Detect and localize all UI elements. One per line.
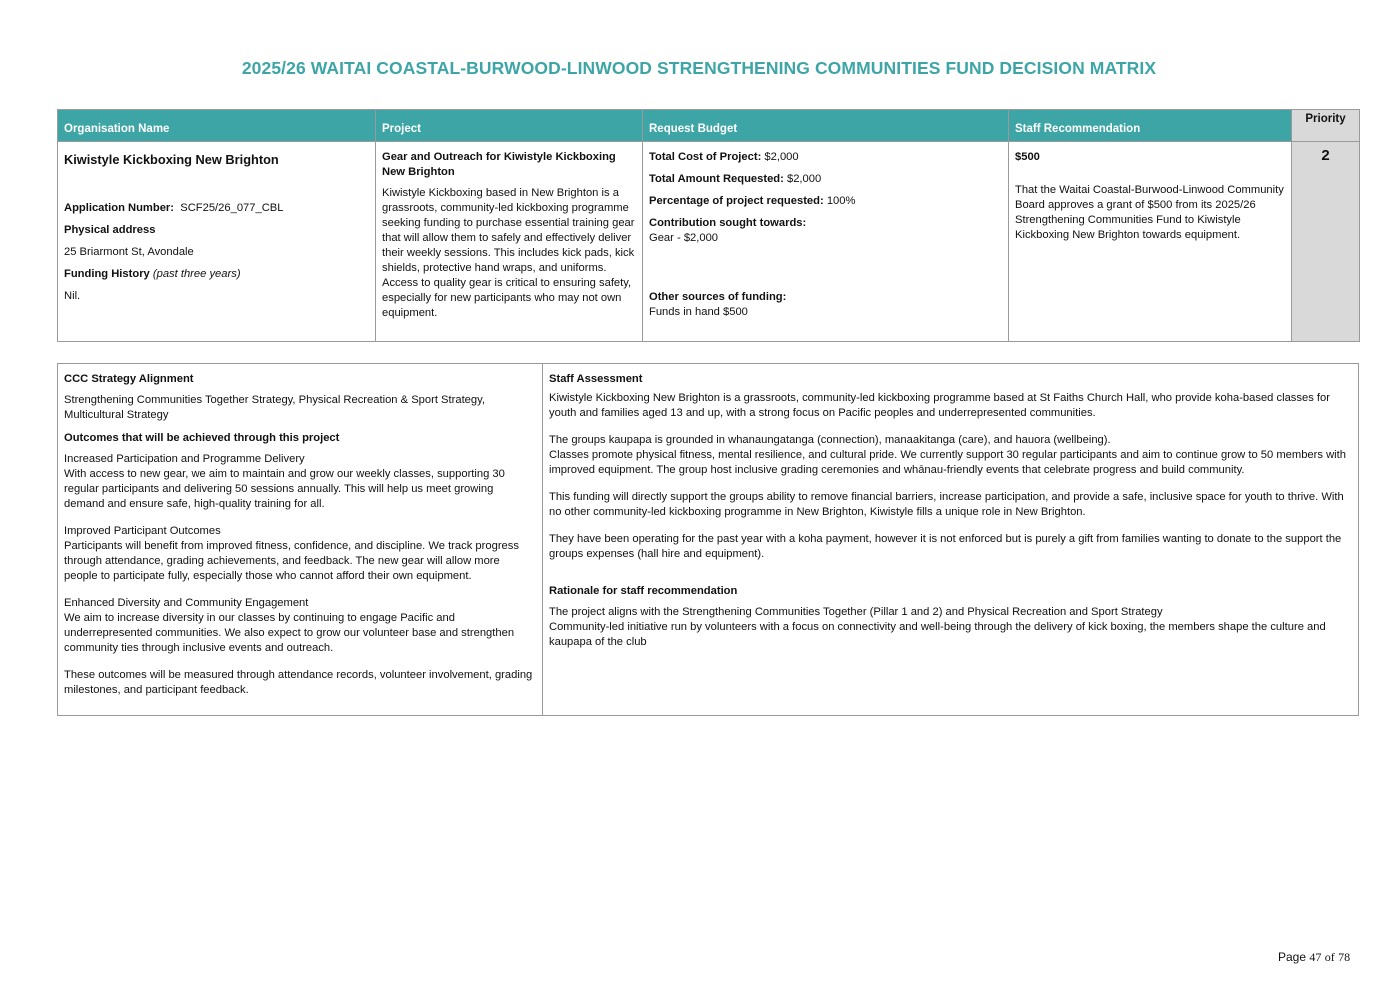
organisation-name: Kiwistyle Kickboxing New Brighton bbox=[64, 152, 279, 167]
page-title: 2025/26 WAITAI COASTAL-BURWOOD-LINWOOD STRENGTHENING COMMUNITIES FUND DECISION MATRIX bbox=[241, 58, 1157, 78]
priority-value: 2 bbox=[1321, 147, 1330, 164]
other-funding-label: Other sources of funding: bbox=[649, 291, 787, 303]
contribution-label: Contribution sought towards: bbox=[649, 217, 807, 229]
project-title: Gear and Outreach for Kiwistyle Kickboxing New Brighton bbox=[382, 151, 616, 178]
table-header-row bbox=[58, 110, 1360, 142]
physical-address: 25 Briarmont St, Avondale bbox=[64, 246, 194, 258]
header-request-budget: Request Budget bbox=[643, 110, 1009, 142]
project-cell bbox=[376, 142, 643, 342]
rationale-heading: Rationale for staff recommendation bbox=[549, 585, 738, 597]
percentage-requested: Percentage of project requested: 100% bbox=[649, 195, 856, 207]
contribution-value: Gear - $2,000 bbox=[649, 232, 719, 244]
page-number: Page 47 of 78 bbox=[1278, 950, 1351, 964]
strategy-outcomes-column bbox=[58, 364, 543, 715]
staff-recommendation-cell bbox=[1009, 142, 1292, 342]
total-requested: Total Amount Requested: $2,000 bbox=[649, 173, 822, 185]
decision-matrix-table bbox=[57, 109, 1360, 342]
assessment-paragraph: They have been operating for the past year with a koha payment, however it is not enforced but is purely a gift from families wanting to donate to the support the groups expenses (hall hire and equipment). bbox=[549, 533, 1342, 560]
header-priority: Priority bbox=[1292, 110, 1360, 142]
application-number: Application Number: SCF25/26_077_CBL bbox=[64, 202, 284, 214]
strategy-text: Strengthening Communities Together Strategy, Physical Recreation & Sport Strategy, Multicultural Strategy bbox=[64, 394, 485, 421]
outcome-item: Enhanced Diversity and Community Engagement We aim to increase diversity in our classes by continuing to engage Pacific and underrepresented communities. We also expect to grow our volunteer base and strengthen community ties through inclusive events and outreach. bbox=[64, 597, 515, 654]
outcome-item: Improved Participant Outcomes Participants will benefit from improved fitness, confidence, and discipline. We track progress through attendance, grading achievements, and feedback. The new gear will allow more people to participate fully, especially those who cannot afford their own equipment. bbox=[64, 525, 519, 582]
header-project: Project bbox=[376, 110, 643, 142]
strategy-heading: CCC Strategy Alignment bbox=[64, 373, 194, 385]
rationale-paragraph: Community-led initiative run by volunteers with a focus on connectivity and well-being through the delivery of kick boxing, the members shape the culture and kaupapa of the club bbox=[549, 621, 1326, 648]
other-funding-value: Funds in hand $500 bbox=[649, 306, 748, 318]
total-cost: Total Cost of Project: $2,000 bbox=[649, 151, 799, 163]
organisation-cell bbox=[58, 142, 376, 342]
recommendation-text: That the Waitai Coastal-Burwood-Linwood Community Board approves a grant of $500 from its 2025/26 Strengthening Communities Fund to Kiwistyle Kickboxing New Brighton towards equipment. bbox=[1015, 184, 1284, 241]
staff-assessment-column bbox=[543, 364, 1358, 715]
outcome-item: Increased Participation and Programme Delivery With access to new gear, we aim to maintain and grow our weekly classes, supporting 30 regular participants and delivering 50 sessions annually. This will help us meet growing demand and ensure safe, high-quality training for all. bbox=[64, 453, 505, 510]
funding-history-value: Nil. bbox=[64, 290, 81, 302]
assessment-paragraph: Kiwistyle Kickboxing New Brighton is a grassroots, community-led kickboxing programme based at St Faiths Church Hall, who provide koha-based classes for youth and families aged 13 and up, with a strong focus on Pacific peoples and underrepresented communities. bbox=[549, 392, 1330, 419]
physical-address-label: Physical address bbox=[64, 224, 156, 236]
staff-assessment-heading: Staff Assessment bbox=[549, 373, 643, 385]
outcomes-measurement: These outcomes will be measured through attendance records, volunteer involvement, grading milestones, and participant feedback. bbox=[64, 669, 533, 696]
header-staff-recommendation: Staff Recommendation bbox=[1009, 110, 1292, 142]
header-organisation-name: Organisation Name bbox=[58, 110, 376, 142]
outcomes-heading: Outcomes that will be achieved through this project bbox=[64, 432, 340, 444]
assessment-paragraph: This funding will directly support the groups ability to remove financial barriers, increase participation, and provide a safe, inclusive space for youth to thrive. With no other community-led kickboxing programme in New Brighton, Kiwistyle fills a unique role in New Brighton. bbox=[549, 491, 1344, 518]
budget-cell bbox=[643, 142, 1009, 342]
priority-cell bbox=[1292, 142, 1360, 342]
table-row bbox=[58, 142, 1360, 342]
assessment-box bbox=[57, 363, 1359, 716]
funding-history-label: Funding History (past three years) bbox=[64, 268, 241, 280]
assessment-paragraph: The groups kaupapa is grounded in whanaungatanga (connection), manaakitanga (care), and hauora (wellbeing). Classes promote physical fitness, mental resilience, and cultural pride. We currently support 30 regular participants and aim to continue grow to 50 members with improved equipment. The group host inclusive grading ceremonies and whānau-friendly events that celebrate progress and build community. bbox=[549, 434, 1346, 476]
rationale-paragraph: The project aligns with the Strengthening Communities Together (Pillar 1 and 2) and Physical Recreation and Sport Strategy bbox=[549, 606, 1163, 618]
recommended-amount: $500 bbox=[1015, 151, 1040, 163]
project-description: Kiwistyle Kickboxing based in New Brighton is a grassroots, community-led kickboxing programme seeking funding to purchase essential training gear that will allow them to safely and effectively deliver their weekly sessions. This includes kick pads, kick shields, protective hand wraps, and uniforms. Access to quality gear is critical to ensuring safety, especially for new participants who may not own equipment. bbox=[382, 187, 635, 319]
